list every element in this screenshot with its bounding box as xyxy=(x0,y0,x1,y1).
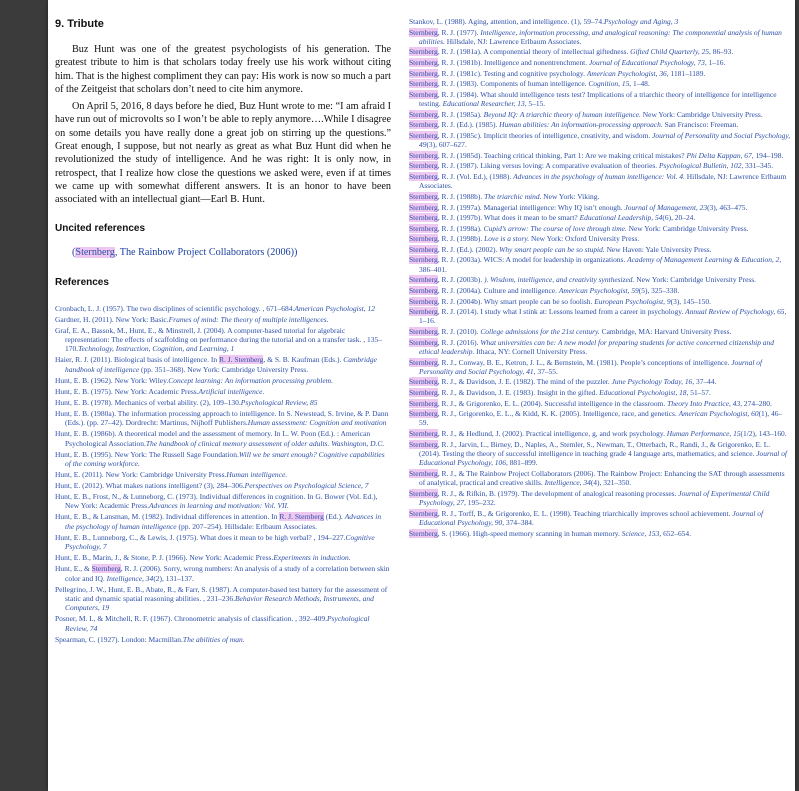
reference-text: Hillsdale, NJ: Lawrence Erlbaum Associates. xyxy=(444,36,582,46)
reference-text: , 1–48. xyxy=(629,79,650,89)
reference-text: New York: Basic. xyxy=(115,314,169,324)
search-highlight: R. J. Sternberg xyxy=(279,512,324,522)
reference-item[interactable] xyxy=(55,326,391,354)
reference-text: , R. J. (1983). Components of human intelligence. xyxy=(437,79,589,89)
reference-source: Psychological Bulletin, 102 xyxy=(659,161,742,171)
uncited-open-paren: ( xyxy=(72,246,76,258)
reference-text: , R. J., Grigorenko, E. L., & Kidd, K. K. (2005). Intelligence, race, and genetics. xyxy=(437,409,679,419)
reference-text: Hunt, E. (2012). What makes nations intelligent? xyxy=(55,481,204,490)
reference-item[interactable] xyxy=(409,28,791,47)
reference-text: , 194–198. xyxy=(751,150,784,160)
reference-text: , R. J., & Rifkin, B. (1979). The development of analogical reasoning processes. xyxy=(437,488,679,498)
reference-item[interactable] xyxy=(55,304,391,313)
reference-text: , R. J. (2014). I study what I stink at: Lessons learned from a career in psychology. xyxy=(437,307,686,317)
reference-item[interactable] xyxy=(409,327,791,336)
reference-text: , R. J. (1981a). A componential theory of intellectual giftedness. xyxy=(437,47,631,57)
reference-text: , R. J. (2003b). xyxy=(437,275,485,285)
reference-source: The abilities of man. xyxy=(182,634,245,644)
body-paragraph-2: On April 5, 2016, 8 days before he died, Buz Hunt wrote to me: “I am afraid I have run out of microvolts so I won’t be able to reply anymore….While I disagree on some details you have really done a great job on stirring up the questions.” Great enough, I suppose, but not nearly as great as what Buz Hunt did when he revolutionized the study of intelligence. And he was right: It is only now, in retrospect, that I realize how close the questions we asked were, even if at times we came up with somewhat different answers. It is an honor to have been associated with an intellectual giant—Earl B. Hunt. xyxy=(55,101,391,206)
reference-text: Gardner, H. (2011). xyxy=(55,314,116,324)
reference-text: London: Macmillan. xyxy=(121,634,183,644)
reference-text: , R. J. (2004a). Culture and intelligence. xyxy=(437,285,559,295)
search-highlight: Sternberg xyxy=(409,58,438,68)
reference-item[interactable] xyxy=(55,355,391,374)
reference-text: Hunt, E. B., & Lansman, M. (1982). Individual differences in attention. In xyxy=(55,512,280,522)
reference-text: Hillsdale, NJ: Lawrence Erlbaum Associates. xyxy=(419,172,787,191)
search-highlight: R. J. Sternberg xyxy=(218,355,264,365)
reference-item[interactable] xyxy=(409,90,791,109)
reference-text: (2), 131–137. xyxy=(153,573,194,583)
search-highlight: Sternberg xyxy=(409,327,438,337)
reference-source: Academy of Management Learning & Education, 2 xyxy=(627,255,780,265)
reference-item[interactable] xyxy=(409,469,791,488)
reference-item[interactable] xyxy=(55,553,391,562)
search-highlight: Sternberg xyxy=(409,191,438,201)
reference-item[interactable] xyxy=(409,192,791,201)
reference-source: Journal of Educational Psychology, 73 xyxy=(588,58,705,68)
reference-source: The handbook of clinical memory assessment of older adults. Washington, D.C. xyxy=(145,438,385,448)
reference-source: Human assessment: Cognition and motivation xyxy=(247,418,387,428)
reference-item[interactable] xyxy=(409,47,791,56)
reference-text: , 671–684. xyxy=(262,303,295,313)
search-highlight: Sternberg xyxy=(409,285,438,295)
reference-text: (6), 20–24. xyxy=(662,213,696,223)
reference-text: , 881–899. xyxy=(505,458,538,468)
reference-text: Spearman, C. (1927). xyxy=(55,634,122,644)
reference-text: San Francisco: Freeman. xyxy=(662,120,739,130)
reference-source: Science, 153 xyxy=(621,528,660,538)
search-highlight: Sternberg xyxy=(409,234,438,244)
reference-item[interactable] xyxy=(409,213,791,222)
reference-item[interactable] xyxy=(409,172,791,191)
reference-text: Hunt, E. B. (1978). Mechanics of verbal ability. xyxy=(55,397,201,407)
search-highlight: Sternberg xyxy=(409,409,438,419)
search-highlight: Sternberg xyxy=(409,244,438,254)
reference-item[interactable] xyxy=(409,286,791,295)
reference-item[interactable] xyxy=(409,358,791,377)
reference-item[interactable] xyxy=(55,387,391,396)
reference-text: , 274–280. xyxy=(740,398,772,408)
reference-source: Journal of Personality and Social Psychology, 41 xyxy=(419,357,763,376)
reference-text: (3), 145–150. xyxy=(670,296,711,306)
reference-text: Stankov, L. (1988). Aging, attention, and intelligence. xyxy=(409,17,572,26)
reference-text: , R. J. (2016). xyxy=(437,337,481,347)
reference-text: (pp. 27–42). Dordrecht: Martinus, Nijhoff Publishers. xyxy=(86,418,248,428)
reference-text: New York: Wiley. xyxy=(114,375,169,385)
reference-item[interactable] xyxy=(409,489,791,508)
reference-text: , 1181–1189. xyxy=(666,68,706,78)
reference-item[interactable] xyxy=(409,224,791,233)
reference-text: , R. J., Conway, B. E., Ketron, J. L., & Bernstein, M. (1981). People’s conceptions of intelligence. xyxy=(437,357,732,367)
reference-source: Educational Psychologist, 18 xyxy=(599,388,687,397)
reference-text: , 231–236. xyxy=(203,594,235,604)
search-highlight: Sternberg xyxy=(409,213,438,223)
reference-text: , R. J. (1997b). What does it mean to be smart? xyxy=(437,213,580,223)
reference-list-left xyxy=(55,304,391,645)
reference-source: Annual Review of Psychology, 65 xyxy=(685,307,785,317)
search-highlight: Sternberg xyxy=(409,47,438,57)
reference-source: Psychology and Aging, 3 xyxy=(603,17,679,26)
reference-item[interactable] xyxy=(409,17,791,26)
search-highlight: Sternberg xyxy=(409,161,438,171)
reference-source: Journal of Management, 23 xyxy=(624,202,708,212)
reference-source: European Psychologist, 9 xyxy=(594,296,671,306)
reference-item[interactable] xyxy=(409,151,791,160)
reference-item[interactable] xyxy=(409,255,791,274)
reference-item[interactable] xyxy=(409,58,791,67)
reference-text: Hunt, E. B. (1980a). The information processing approach to intelligence. In S. Newstead, S. Irvine, & P. Dann (Eds.). xyxy=(55,408,389,428)
reference-item[interactable] xyxy=(55,492,391,511)
reference-text: Hunt, E. B., Marin, J., & Stone, P. J. (1966). xyxy=(55,553,190,563)
reference-item[interactable] xyxy=(409,120,791,129)
reference-text: , 51–57. xyxy=(686,388,711,397)
reference-source: Gifted Child Quarterly, 25 xyxy=(630,47,710,57)
reference-source: Human intelligence. xyxy=(226,470,288,479)
reference-item[interactable] xyxy=(409,110,791,119)
search-highlight: Sternberg xyxy=(409,68,438,78)
search-highlight: Sternberg xyxy=(409,429,438,439)
reference-text: (3), 463–475. xyxy=(707,202,748,212)
search-highlight: Sternberg xyxy=(409,275,438,285)
search-highlight: Sternberg xyxy=(409,528,438,538)
reference-text: , R. J. (1998a). xyxy=(437,223,484,233)
reference-item[interactable] xyxy=(55,470,391,479)
reference-text: Hunt, E. B. (1975). xyxy=(55,386,115,396)
reference-text: , & S. B. Kaufman (Eds.). xyxy=(263,355,344,365)
body-paragraph-1: Buz Hunt was one of the greatest psychologists of his generation. The greatest tribute to him is that scholars today freely use his work without citing him. That is the highest compliment they can pay: His work is now so much a part of the Zeitgeist that scholars don’t need to cite him anymore. xyxy=(55,44,391,95)
reference-item[interactable] xyxy=(409,529,791,538)
reference-item[interactable] xyxy=(409,161,791,170)
right-column xyxy=(409,17,791,539)
reference-source: ). Wisdom, intelligence, and creativity synthesized. xyxy=(484,275,635,285)
reference-item[interactable] xyxy=(55,512,391,531)
reference-item[interactable] xyxy=(409,203,791,212)
reference-item[interactable] xyxy=(409,245,791,254)
search-highlight: Sternberg xyxy=(409,255,438,265)
reference-item[interactable] xyxy=(55,564,391,583)
search-highlight: Sternberg xyxy=(409,130,438,140)
reference-source: Phi Delta Kappan, 67 xyxy=(686,150,752,160)
uncited-references-heading: Uncited references xyxy=(55,222,146,234)
reference-text: , R. J. (1985c). Implicit theories of intelligence, creativity, and wisdom. xyxy=(437,130,653,140)
reference-text: Ithaca, NY: Cornell University Press. xyxy=(474,346,588,356)
reference-text: , S. (1966). High-speed memory scanning in human memory. xyxy=(437,528,622,538)
reference-text: New Haven: Yale University Press. xyxy=(604,244,712,254)
paper-page xyxy=(48,0,795,791)
reference-source: Journal of Experimental Child Psychology, 27 xyxy=(419,488,770,508)
reference-item[interactable] xyxy=(55,376,391,385)
search-highlight: Sternberg xyxy=(409,109,438,119)
reference-source: College admissions for the 21st century. xyxy=(480,327,600,337)
reference-text: , R. J. (2010). xyxy=(437,327,481,337)
reference-item[interactable] xyxy=(55,398,391,407)
reference-source: Technology, Instruction, Cognition, and Learning, 1 xyxy=(78,344,235,354)
reference-text: Posner, M. I., & Mitchell, R. F. (1967). Chronometric analysis of classification. xyxy=(55,614,296,624)
reference-text: , 386–401. xyxy=(419,255,782,274)
reference-text: (pp. 207–254). Hillsdale: Erlbaum Associates. xyxy=(176,521,318,531)
reference-text: (4), 321–350. xyxy=(590,478,632,488)
reference-text: (pp. 351–368). New York: Cambridge University Press. xyxy=(139,364,309,374)
reference-source: Perspectives on Psychological Science, 7 xyxy=(244,481,369,490)
reference-list-right xyxy=(409,17,791,538)
reference-item[interactable] xyxy=(55,481,391,490)
reference-source: Educational Researcher, 13 xyxy=(442,99,525,109)
reference-item[interactable] xyxy=(409,440,791,468)
reference-item[interactable] xyxy=(55,614,391,633)
reference-text: , 37–44. xyxy=(692,377,717,387)
section-title: 9. Tribute xyxy=(55,18,104,30)
reference-text: , R. J. (1998b). xyxy=(437,234,485,244)
reference-text: , R. J., Torff, B., & Grigorenko, E. L. (1998). Teaching triarchically improves school achievement. xyxy=(437,508,733,518)
reference-item[interactable] xyxy=(409,79,791,88)
reference-item[interactable] xyxy=(55,585,391,613)
reference-text: New York: Cambridge University Press. xyxy=(626,223,749,233)
reference-source: Journal of Educational Psychology, 106 xyxy=(419,448,788,468)
reference-source: Human Performance, 15 xyxy=(666,429,741,439)
reference-source: Intelligence, information processing, and analogical reasoning: The componential analysis of human abilities. xyxy=(419,27,782,46)
reference-text: New York: Cambridge University Press. xyxy=(634,275,757,285)
search-highlight: Sternberg xyxy=(409,307,438,317)
reference-item[interactable] xyxy=(55,429,391,448)
reference-text: (2), 109–130. xyxy=(200,397,241,407)
reference-source: Journal of Personality and Social Psychology, 49 xyxy=(419,130,791,150)
reference-source: June Psychology Today, 16 xyxy=(611,377,693,387)
search-highlight: Sternberg xyxy=(91,564,121,574)
reference-source: Love is a story. xyxy=(484,234,530,244)
reference-item[interactable] xyxy=(409,377,791,386)
search-highlight: Sternberg xyxy=(409,337,438,347)
reference-text: , 5–15. xyxy=(524,99,546,109)
reference-text: New York: Viking. xyxy=(541,191,600,201)
reference-source: Beyond IQ: A triarchic theory of human intelligence. xyxy=(483,109,641,119)
reference-text: , R. J. (1987). Liking versus loving: A comparative evaluation of theories. xyxy=(437,161,660,171)
reference-item[interactable] xyxy=(409,297,791,306)
reference-source: American Psychologist, 12 xyxy=(294,303,375,313)
search-highlight: Sternberg xyxy=(409,27,438,37)
reference-text: New York: Oxford University Press. xyxy=(529,234,640,244)
reference-source: Educational Leadership, 54 xyxy=(579,213,663,223)
reference-source: Advances in learning and motivation: Vol. VII. xyxy=(148,501,289,511)
reference-source: Theory Into Practice, 43 xyxy=(667,398,741,408)
reference-text: (1), 46–59. xyxy=(419,409,783,428)
search-highlight: Sternberg xyxy=(409,439,438,449)
reference-text: , R. J. (Ed.). (2002). xyxy=(437,244,500,254)
reference-source: Intelligence, 34 xyxy=(106,573,154,583)
reference-text: , 652–654. xyxy=(659,528,691,538)
reference-text: , 195–232. xyxy=(464,498,496,508)
reference-text: (3), 607–627. xyxy=(426,140,467,150)
reference-text: , R. J. (1985a). xyxy=(437,109,484,119)
reference-text: Hunt, E. B. (1962). xyxy=(55,375,115,385)
reference-text: , 135–170. xyxy=(65,334,382,354)
reference-source: Cambridge handbook of intelligence xyxy=(65,355,377,374)
reference-text: New York: The Russell Sage Foundation. xyxy=(114,449,239,459)
reference-source: American Psychologist, 59 xyxy=(558,285,639,295)
reference-text: , R. J., & The Rainbow Project Collaborators (2006). The Rainbow Project: Enhancing the SAT through assessments of analytical, practical and creative skills. xyxy=(419,468,785,488)
reference-source: Intelligence, 34 xyxy=(544,478,591,488)
reference-text: Hunt, E. B., Frost, N., & Lunneborg, C. (1973). Individual differences in cognition. In G. Bower (Vol. Ed.), xyxy=(55,492,378,501)
search-highlight: Sternberg xyxy=(409,89,438,99)
reference-text: Pellegrino, J. W., Hunt, E. B., Abate, R., & Farr, S. (1987). A computer-based test battery for the assessment of static and dynamic spatial reasoning abilities. xyxy=(55,584,388,604)
search-highlight: Sternberg xyxy=(409,296,438,306)
reference-item[interactable] xyxy=(55,635,391,644)
reference-text: , R. J., & Davidson, J. E. (1983). Insight in the gifted. xyxy=(437,388,600,397)
reference-text: Graf, E. A., Bassok, M., Hunt, E., & Minstrell, J. (2004). A computer-based tutorial for algebraic representation: The effects of scaffolding on performance during the tutorial and on a transfer task. xyxy=(55,325,364,344)
reference-text: (3), 284–306. xyxy=(204,481,245,490)
reference-item[interactable] xyxy=(409,307,791,326)
reference-text: , R. J. (2003a). WICS: A model for leadership in organizations. xyxy=(437,255,628,265)
reference-item[interactable] xyxy=(409,399,791,408)
search-highlight: Sternberg xyxy=(409,388,438,397)
search-highlight: Sternberg xyxy=(409,488,438,498)
reference-source: Cognition, 15 xyxy=(588,79,630,89)
reference-text: , R. J., Jarvin, L., Birney, D., Naples, A., Stemler, S., Newman, T., Otterbach, R., Randi, J., & Grigorenko, E. L. (2014). Testing the theory of successful intelligence in teaching grade 4 language arts, mathematics, and science. xyxy=(419,439,771,458)
reference-item[interactable] xyxy=(409,131,791,150)
reference-source: Artificial intelligence. xyxy=(198,386,265,396)
reference-text: (1/2), 143–160. xyxy=(740,429,787,439)
reference-item[interactable] xyxy=(55,450,391,469)
reference-text: , 1–16. xyxy=(419,307,787,326)
reference-text: New York: Academic Press. xyxy=(189,553,274,563)
reference-item[interactable] xyxy=(409,275,791,284)
reference-text: , R. J. (1997a). Managerial intelligence: Why IQ isn’t enough. xyxy=(437,202,625,212)
search-highlight: Sternberg xyxy=(409,377,438,387)
reference-item[interactable] xyxy=(409,69,791,78)
reference-text: , 37–55. xyxy=(533,366,558,376)
reference-text: , R. J. (1977). xyxy=(437,27,481,37)
reference-text: Haier, R. J. (2011). Biological basis of intelligence. In xyxy=(55,355,219,365)
reference-source: Concept learning: An information processing problem. xyxy=(168,375,333,385)
uncited-reference-link[interactable] xyxy=(72,247,391,258)
reference-text: , 86–93. xyxy=(709,47,734,57)
reference-text: : American Psychological Association. xyxy=(65,429,371,448)
reference-source: Behavior Research Methods, Instruments, and Computers, 19 xyxy=(65,594,374,613)
search-highlight: Sternberg xyxy=(75,246,115,258)
reference-text: Hunt, E. B. (1986b). A theoretical model and the assessment of memory. In L. W. Poon (Ed.). xyxy=(55,429,337,439)
reference-item[interactable] xyxy=(55,315,391,324)
reference-source: Journal of Educational Psychology, 90 xyxy=(419,508,764,527)
reference-source: Advances in the psychology of human intelligence: Vol. 4. xyxy=(513,172,685,182)
reference-item[interactable] xyxy=(55,409,391,428)
reference-text: , R. J. (1981b). Intelligence and nonentrenchment. xyxy=(437,58,589,68)
reference-text: (1), 59–74. xyxy=(571,17,604,26)
reference-text: , 194–227. xyxy=(313,532,346,542)
search-highlight: Sternberg xyxy=(409,150,438,160)
reference-source: Will we be smart enough? Cognitive capabilities of the coming workforce. xyxy=(65,449,385,468)
search-highlight: Sternberg xyxy=(409,79,438,89)
uncited-rest: , The Rainbow Project Collaborators (2006)) xyxy=(114,246,298,258)
reference-text: New York: Academic Press. xyxy=(114,386,199,396)
search-highlight: Sternberg xyxy=(409,508,438,518)
reference-source: Psychological Review, 85 xyxy=(240,397,318,407)
reference-source: Advances in the psychology of human intelligence xyxy=(65,512,382,531)
reference-text: , R. J. (Vol. Ed.), (1988). xyxy=(437,172,514,182)
search-highlight: Sternberg xyxy=(409,468,438,478)
reference-item[interactable] xyxy=(409,234,791,243)
reference-text: , R. J. (Ed.). (1985). xyxy=(437,120,500,130)
reference-text: Cronbach, L. J. (1957). The two disciplines of scientific psychology. xyxy=(55,303,263,313)
reference-text: (5), 325–338. xyxy=(638,285,680,295)
left-column xyxy=(55,18,391,646)
reference-source: What universities can be: A new model for preparing students for active concerned citizenship and ethical leadership. xyxy=(419,337,774,356)
reference-text: Hunt, E. B. (1995). xyxy=(55,449,115,459)
reference-text: , R. J. (2004b). Why smart people can be so foolish. xyxy=(437,296,595,306)
reference-source: Frames of mind: The theory of multiple intelligences. xyxy=(168,314,329,324)
reference-text: , 331–345. xyxy=(741,161,774,171)
reference-text: (Ed.). xyxy=(323,512,345,522)
reference-item[interactable] xyxy=(409,338,791,357)
reference-source: Cupid’s arrow: The course of love through time. xyxy=(483,223,627,233)
reference-source: American Psychologist, 36 xyxy=(586,68,667,78)
reference-text: , R. J. (1981c). Testing and cognitive psychology. xyxy=(437,68,587,78)
reference-text: , R. J. (1985d). Teaching critical thinking, Part 1: Are we making critical mistakes? xyxy=(437,150,687,160)
reference-text: Hunt, E. (2011). xyxy=(55,470,106,479)
search-highlight: Sternberg xyxy=(409,172,438,182)
search-highlight: Sternberg xyxy=(409,357,438,367)
reference-source: Experiments in induction. xyxy=(273,553,351,563)
reference-text: New York: Cambridge University Press. xyxy=(105,470,227,479)
reference-source: The triarchic mind. xyxy=(484,191,542,201)
reference-text: Hunt, E. B., Lunneborg, C., & Lewis, J. (1975). What does it mean to be high verbal? xyxy=(55,532,314,542)
reference-item[interactable] xyxy=(409,409,791,428)
reference-text: Hunt, E., & xyxy=(55,564,92,574)
reference-text: Cambridge, MA: Harvard University Press. xyxy=(599,327,732,337)
search-highlight: Sternberg xyxy=(409,223,438,233)
reference-text: , 392–409. xyxy=(295,614,327,624)
reference-item[interactable] xyxy=(55,533,391,552)
reference-text: , 1–16. xyxy=(704,58,726,68)
reference-text: , R. J., & Hedlund, J. (2002). Practical intelligence, g, and work psychology. xyxy=(437,429,667,439)
reference-source: Why smart people can be so stupid. xyxy=(499,244,605,254)
reference-source: Human abilities: An information-processing approach. xyxy=(499,120,663,130)
reference-source: Psychological Review, 74 xyxy=(65,614,370,633)
reference-text: , R. J., & Davidson, J. E. (1982). The mind of the puzzler. xyxy=(437,377,612,387)
reference-text: , 374–384. xyxy=(502,517,534,527)
reference-item[interactable] xyxy=(409,429,791,438)
references-heading: References xyxy=(55,276,109,288)
reference-text: New York: Academic Press. xyxy=(65,501,149,511)
search-highlight: Sternberg xyxy=(409,398,438,408)
reference-source: Cognitive Psychology, 7 xyxy=(65,532,375,552)
reference-text: , R. J., & Grigorenko, E. L. (2004). Successful intelligence in the classroom. xyxy=(437,398,668,408)
reference-text: , R. J. (2006). Sorry, wrong numbers: An analysis of a study of a correlation between skin color and IQ. xyxy=(65,564,390,583)
reference-text: , R. J. (1984). What should intelligence tests test? Implications of a triarchic theory of intelligence for intelligence testing. xyxy=(419,89,777,109)
reference-item[interactable] xyxy=(409,509,791,528)
reference-source: American Psychologist, 60 xyxy=(678,409,759,419)
search-highlight: Sternberg xyxy=(409,120,438,130)
search-highlight: Sternberg xyxy=(409,202,438,212)
reference-text: , R. J. (1988b). xyxy=(437,191,485,201)
reference-item[interactable] xyxy=(409,388,791,397)
reference-text: New York: Cambridge University Press. xyxy=(640,109,763,119)
